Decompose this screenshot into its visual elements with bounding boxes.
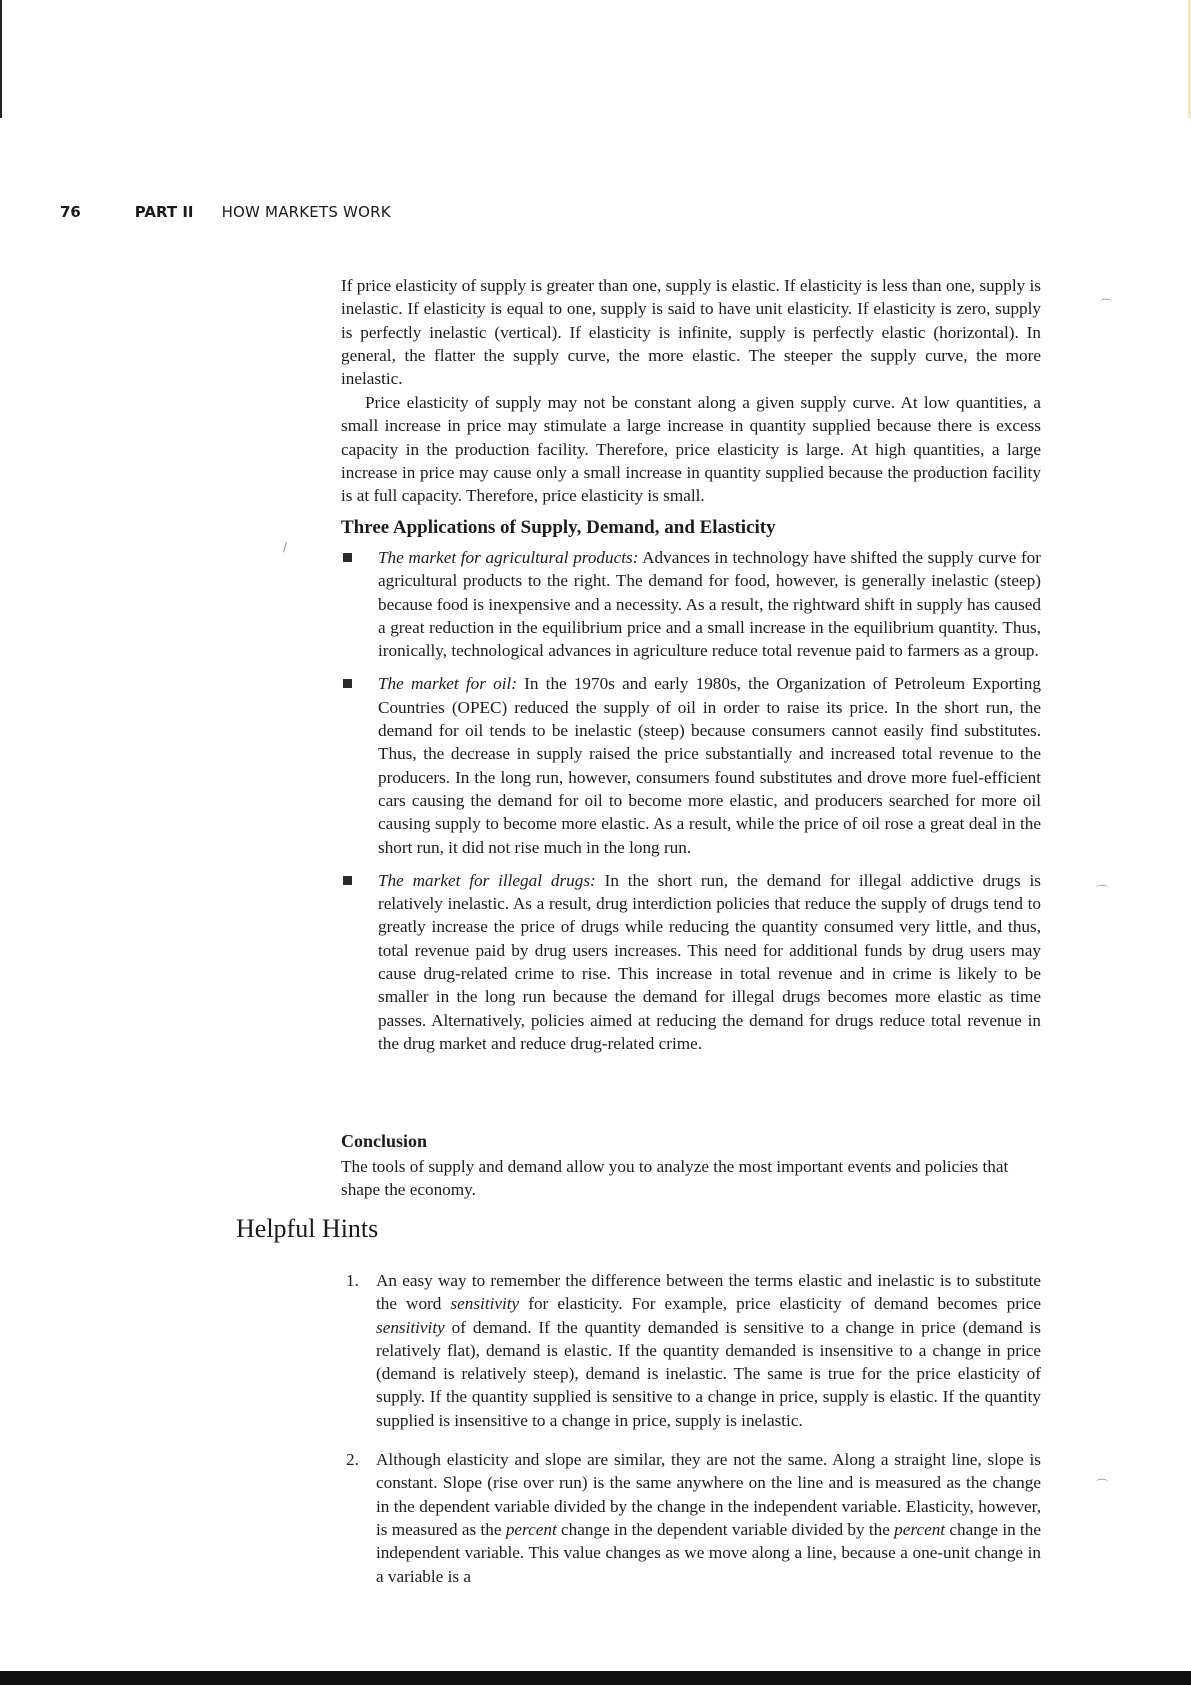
- hint-text: change in the independent variable. This value changes as we move along a line, because a one-unit change in a variable is a: [376, 1519, 1042, 1586]
- chapter-title: HOW MARKETS WORK: [221, 203, 391, 221]
- item-number: 1.: [346, 1271, 359, 1290]
- item-lead: The market for illegal drugs:: [378, 870, 596, 890]
- paragraph-text: The tools of supply and demand allow you to analyze the most important events and policies that shape the economy.: [341, 1157, 1009, 1200]
- item-number: 2.: [346, 1450, 359, 1470]
- hint-text: of demand. If the quantity demanded is sensitive to a change in price (demand is relatively flat), demand is elastic. If the quantity demanded is insensitive to a change in price (demand is relatively steep), demand is inelastic. The same is true for the price elasticity of supply. If the quantity supplied is sensitive to a change in price, supply is elastic. If the quantity supplied is insensitive to a change in price, supply is inelastic.: [376, 1317, 1041, 1430]
- scan-bottom-bar: [0, 1671, 1191, 1685]
- running-header: [60, 203, 391, 221]
- scan-speck: ⌒: [1096, 1478, 1109, 1492]
- square-bullet-icon: [343, 553, 352, 562]
- hint-text: Although elasticity and slope are similar, they are not the same. Along a straight line, slope is constant. Slope (rise over run) is the same anywhere on the line and is measured as the change in the dependent variable divided by the change in the independent variable. Elasticity, however, is measured as the: [376, 1450, 1041, 1539]
- hint-emphasis: sensitivity: [376, 1317, 445, 1337]
- list-item: [341, 546, 1041, 662]
- list-item: [341, 672, 1041, 858]
- list-item: [341, 1269, 1041, 1432]
- helpful-hints-list: [341, 1269, 1041, 1604]
- elasticity-paragraph-1: [341, 274, 1041, 390]
- list-item: [341, 1448, 1041, 1588]
- hint-emphasis: sensitivity: [450, 1294, 520, 1314]
- scan-edge-mark: [0, 0, 2, 118]
- list-item: [341, 869, 1041, 1055]
- part-label: PART II: [134, 203, 194, 221]
- page-number: 76: [60, 203, 81, 221]
- hint-text: An easy way to remember the difference between the terms elastic and inelastic is to substitute the word: [376, 1271, 1041, 1314]
- paragraph-text: If price elasticity of supply is greater than one, supply is elastic. If elasticity is less than one, supply is inelastic. If elasticity is equal to one, supply is said to have unit elasticity. If elasticity is zero, supply is perfectly inelastic (vertical). If elasticity is infinite, supply is perfectly elastic (horizontal). In general, the flatter the supply curve, the more elastic. The steeper the supply curve, the more inelastic.: [341, 276, 1041, 389]
- square-bullet-icon: [343, 679, 352, 688]
- scan-speck: ⌒: [1096, 884, 1109, 898]
- item-text: In the 1970s and early 1980s, the Organization of Petroleum Exporting Countries (OPEC) reduced the supply of oil in order to raise its price. In the short run, the demand for oil tends to be inelastic (steep) because consumers cannot easily find substitutes. Thus, the decrease in supply raised the price substantially and increased total revenue to the producers. In the long run, however, consumers found substitutes and drove more fuel-efficient cars causing the demand for oil to become more elastic, and producers searched for more oil causing supply to become more elastic. As a result, while the price of oil rose a great deal in the short run, it did not rise much in the long run.: [378, 674, 1041, 857]
- conclusion-heading: Conclusion: [341, 1131, 428, 1151]
- paragraph-text: Price elasticity of supply may not be constant along a given supply curve. At low quantities, a small increase in price may stimulate a large increase in quantity supplied because there is excess capacity in the production facility. Therefore, price elasticity is large. At high quantities, a large increase in price may cause only a small increase in quantity supplied because the production facility is at full capacity. Therefore, price elasticity is small.: [341, 393, 1041, 506]
- item-text: Advances in technology have shifted the supply curve for agricultural products to the right. The demand for food, however, is generally inelastic (steep) because food is inexpensive and a necessity. As a result, the rightward shift in supply has caused a great reduction in the equilibrium price and a small increase in the equilibrium quantity. Thus, ironically, technological advances in agriculture reduce total revenue paid to farmers as a group.: [378, 548, 1041, 661]
- hint-text: for elasticity. For example, price elasticity of demand becomes price: [519, 1294, 1041, 1314]
- elasticity-paragraph-2: [341, 391, 1041, 507]
- item-lead: The market for oil:: [378, 674, 517, 694]
- hint-text: change in the dependent variable divided by the: [556, 1519, 895, 1539]
- item-lead: The market for agricultural products:: [378, 548, 639, 567]
- applications-heading: Three Applications of Supply, Demand, and Elasticity: [341, 517, 776, 538]
- helpful-hints-heading: Helpful Hints: [236, 1214, 379, 1243]
- item-text: In the short run, the demand for illegal addictive drugs is relatively inelastic. As a result, drug interdiction policies that reduce the supply of drugs tend to greatly increase the price of drugs while reducing the quantity consumed very little, and thus, total revenue paid by drug users increases. This need for additional funds by drug users may cause drug-related crime to rise. This increase in total revenue and in crime is likely to be smaller in the long run because the demand for illegal drugs becomes more elastic as time passes. Alternatively, policies aimed at reducing the demand for drugs reduce total revenue in the drug market and reduce drug-related crime.: [378, 870, 1041, 1053]
- square-bullet-icon: [343, 876, 352, 885]
- hint-emphasis: percent: [894, 1519, 946, 1539]
- scan-speck: /: [283, 540, 288, 554]
- hint-emphasis: percent: [505, 1519, 557, 1539]
- scan-speck: ⌒: [1100, 298, 1113, 312]
- conclusion-paragraph: [341, 1155, 1041, 1202]
- applications-list: [341, 546, 1041, 1065]
